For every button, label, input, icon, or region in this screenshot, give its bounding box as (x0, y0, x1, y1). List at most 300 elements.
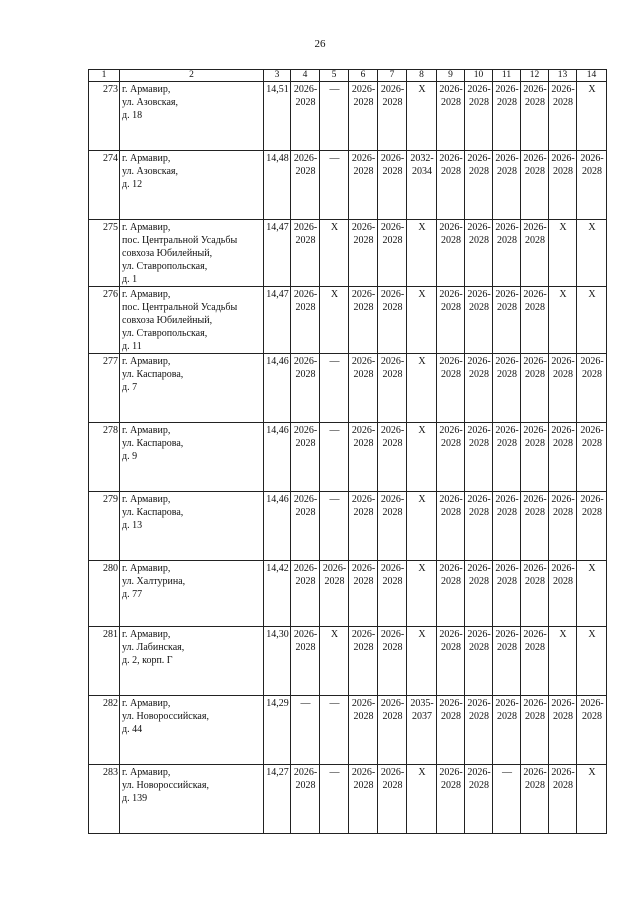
period-text: 2026- (467, 425, 491, 436)
period-cell (493, 423, 521, 492)
period-cell (437, 287, 465, 354)
address-line: г. Армавир, (122, 494, 171, 505)
period-text: 2028 (553, 166, 573, 177)
period-text: 2028 (295, 166, 316, 177)
address-line: ул. Лабинская, (122, 642, 185, 653)
period-text: 2026- (495, 153, 519, 164)
period-text: 2026- (351, 289, 376, 300)
period-text: 2026- (523, 494, 547, 505)
period-text: 2028 (441, 507, 461, 518)
period-text: 2026- (467, 289, 491, 300)
period-text: 2028 (382, 780, 403, 791)
period-cell (320, 220, 349, 287)
period-text: 2028 (497, 97, 517, 108)
address-line: г. Армавир, (122, 629, 171, 640)
period-text: 2028 (382, 576, 403, 587)
address-line: г. Армавир, (122, 153, 171, 164)
period-text: 2026- (580, 153, 604, 164)
period-text: 2026- (523, 767, 547, 778)
period-text: 2028 (497, 576, 517, 587)
row-number: 280 (89, 561, 120, 627)
address-line: ул. Халтурина, (122, 576, 186, 587)
row-number: 282 (89, 696, 120, 765)
period-text: 2026- (380, 222, 405, 233)
period-text: 2026- (380, 563, 405, 574)
period-text: 2026- (439, 767, 463, 778)
period-text: 2026- (439, 289, 463, 300)
value-cell: 14,47 (264, 220, 291, 287)
period-text: 2028 (441, 302, 461, 313)
period-text: 2028 (441, 369, 461, 380)
period-text: — (329, 356, 340, 367)
period-cell (320, 492, 349, 561)
period-cell (465, 627, 493, 696)
period-text: 2026- (351, 356, 376, 367)
period-text: 2028 (553, 369, 573, 380)
address-line: д. 1 (122, 274, 138, 285)
period-text: 2026- (523, 289, 547, 300)
column-header: 9 (437, 70, 465, 82)
period-text: 2028 (469, 642, 489, 653)
address-cell (120, 627, 264, 696)
period-text: 2026- (467, 698, 491, 709)
address-line: ул. Азовская, (122, 97, 179, 108)
period-text: X (418, 356, 426, 367)
period-cell (291, 765, 320, 834)
period-text: 2026- (351, 425, 376, 436)
period-cell (349, 492, 378, 561)
period-text: 2028 (525, 369, 545, 380)
period-text: 2028 (295, 438, 316, 449)
period-text: 2026- (495, 698, 519, 709)
value-cell: 14,46 (264, 492, 291, 561)
repair-schedule-table (88, 69, 607, 834)
row-number: 281 (89, 627, 120, 696)
period-text: 2026- (523, 563, 547, 574)
period-text: 2026- (439, 563, 463, 574)
period-cell (577, 354, 607, 423)
address-line: д. 13 (122, 520, 143, 531)
period-cell (407, 492, 437, 561)
period-text: X (588, 289, 596, 300)
period-cell (521, 220, 549, 287)
period-text: 2028 (525, 438, 545, 449)
period-text: 2028 (525, 642, 545, 653)
address-cell (120, 696, 264, 765)
period-text: 2026- (380, 356, 405, 367)
period-text: X (588, 767, 596, 778)
table-row (89, 423, 607, 492)
period-cell (349, 423, 378, 492)
period-text: X (418, 222, 426, 233)
period-text: 2028 (497, 711, 517, 722)
period-cell (577, 287, 607, 354)
period-cell (378, 492, 407, 561)
period-text: 2026- (439, 153, 463, 164)
period-text: 2028 (469, 576, 489, 587)
period-cell (465, 151, 493, 220)
address-line: ул. Каспарова, (122, 438, 184, 449)
period-text: 2028 (353, 369, 374, 380)
period-text: 2026- (293, 563, 318, 574)
period-text: 2026- (495, 494, 519, 505)
period-text: 2026- (467, 153, 491, 164)
period-text: 2026- (293, 629, 318, 640)
period-cell (320, 765, 349, 834)
period-text: 2026- (523, 629, 547, 640)
period-text: X (588, 222, 596, 233)
period-text: 2026- (467, 84, 491, 95)
period-cell (320, 561, 349, 627)
period-cell (349, 82, 378, 151)
address-line: д. 12 (122, 179, 143, 190)
period-cell (378, 627, 407, 696)
period-cell (493, 82, 521, 151)
period-cell (378, 765, 407, 834)
period-text: X (330, 289, 339, 300)
period-text: 2026- (495, 84, 519, 95)
period-text: 2028 (497, 302, 517, 313)
period-cell (521, 492, 549, 561)
address-cell (120, 287, 264, 354)
period-cell (549, 220, 577, 287)
period-text: X (588, 563, 596, 574)
period-text: X (588, 629, 596, 640)
period-text: 2026- (293, 767, 318, 778)
row-number: 275 (89, 220, 120, 287)
period-cell (437, 492, 465, 561)
period-text: 2026- (551, 767, 575, 778)
period-cell (320, 287, 349, 354)
period-text: 2026- (293, 84, 318, 95)
period-cell (437, 82, 465, 151)
period-cell (349, 354, 378, 423)
period-cell (577, 696, 607, 765)
period-text: 2026- (495, 356, 519, 367)
period-cell (493, 492, 521, 561)
address-line: г. Армавир, (122, 767, 171, 778)
table-row (89, 492, 607, 561)
address-cell (120, 220, 264, 287)
period-cell (549, 627, 577, 696)
column-header: 3 (264, 70, 291, 82)
value-cell: 14,46 (264, 423, 291, 492)
period-text: 2026- (439, 356, 463, 367)
value-cell: 14,29 (264, 696, 291, 765)
period-cell (549, 561, 577, 627)
period-text: 2028 (382, 642, 403, 653)
period-cell (407, 627, 437, 696)
period-text: 2028 (295, 642, 316, 653)
period-text: 2026- (293, 153, 318, 164)
period-text: 2028 (469, 97, 489, 108)
period-text: 2028 (582, 166, 602, 177)
address-line: совхоза Юбилейный, (122, 315, 213, 326)
column-header: 14 (577, 70, 607, 82)
period-cell (320, 696, 349, 765)
period-text: 2026- (293, 425, 318, 436)
period-text: 2028 (441, 642, 461, 653)
period-text: 2028 (382, 166, 403, 177)
period-text: 2028 (525, 576, 545, 587)
period-cell (493, 354, 521, 423)
period-text: X (418, 425, 426, 436)
address-cell (120, 82, 264, 151)
period-text: 2026- (467, 767, 491, 778)
period-cell (465, 765, 493, 834)
period-text: 2028 (525, 166, 545, 177)
period-cell (349, 287, 378, 354)
address-line: д. 18 (122, 110, 143, 121)
table-body (89, 82, 607, 834)
address-line: ул. Азовская, (122, 166, 179, 177)
period-cell (549, 151, 577, 220)
period-cell (291, 287, 320, 354)
period-cell (521, 82, 549, 151)
period-text: 2026- (580, 356, 604, 367)
period-text: 2028 (497, 166, 517, 177)
period-cell (349, 151, 378, 220)
column-header: 6 (349, 70, 378, 82)
period-cell (493, 220, 521, 287)
period-cell (577, 627, 607, 696)
period-text: 2026- (523, 222, 547, 233)
period-cell (521, 627, 549, 696)
period-cell (465, 423, 493, 492)
period-text: X (559, 289, 567, 300)
address-line: ул. Ставропольская, (122, 261, 208, 272)
period-text: 2026- (322, 563, 347, 574)
period-text: — (329, 767, 340, 778)
period-text: 2028 (553, 780, 573, 791)
period-text: 2026- (523, 356, 547, 367)
page-number: 26 (314, 38, 326, 50)
period-cell (521, 287, 549, 354)
address-cell (120, 561, 264, 627)
row-number: 283 (89, 765, 120, 834)
period-cell (437, 627, 465, 696)
period-cell (465, 561, 493, 627)
period-text: 2026- (495, 425, 519, 436)
period-text: 2026- (551, 698, 575, 709)
period-cell (549, 423, 577, 492)
address-line: совхоза Юбилейный, (122, 248, 213, 259)
period-text: 2026- (351, 494, 376, 505)
column-header: 2 (120, 70, 264, 82)
period-text: 2028 (553, 507, 573, 518)
period-cell (291, 696, 320, 765)
period-cell (521, 151, 549, 220)
period-text: 2026- (467, 563, 491, 574)
period-text: 2026- (495, 563, 519, 574)
period-text: 2026- (523, 425, 547, 436)
period-cell (465, 82, 493, 151)
period-text: 2028 (525, 711, 545, 722)
period-text: 2028 (353, 642, 374, 653)
period-text: 2028 (525, 302, 545, 313)
period-text: 2026- (439, 84, 463, 95)
period-cell (437, 561, 465, 627)
period-cell (521, 765, 549, 834)
period-cell (291, 82, 320, 151)
period-cell (549, 696, 577, 765)
period-text: 2028 (469, 166, 489, 177)
period-cell (378, 696, 407, 765)
period-text: 2028 (469, 780, 489, 791)
period-text: 2028 (553, 576, 573, 587)
address-cell (120, 423, 264, 492)
period-text: 2026- (439, 629, 463, 640)
column-header: 7 (378, 70, 407, 82)
period-cell (378, 287, 407, 354)
period-cell (521, 354, 549, 423)
period-text: X (418, 84, 426, 95)
period-text: 2026- (439, 425, 463, 436)
period-text: 2028 (469, 369, 489, 380)
period-cell (407, 354, 437, 423)
period-cell (493, 765, 521, 834)
address-line: ул. Каспарова, (122, 507, 184, 518)
period-text: 2032- (410, 153, 434, 164)
period-text: 2028 (324, 576, 345, 587)
period-cell (437, 354, 465, 423)
period-text: 2028 (295, 576, 316, 587)
period-cell (291, 423, 320, 492)
period-text: 2028 (353, 711, 374, 722)
address-line: д. 44 (122, 724, 143, 735)
column-number-row (89, 70, 607, 82)
period-text: 2026- (439, 494, 463, 505)
period-text: 2026- (351, 222, 376, 233)
column-header: 12 (521, 70, 549, 82)
period-text: 2026- (380, 494, 405, 505)
period-cell (437, 696, 465, 765)
period-cell (577, 82, 607, 151)
period-text: 2026- (551, 84, 575, 95)
period-text: 2028 (295, 97, 316, 108)
period-text: 2028 (469, 302, 489, 313)
period-cell (349, 627, 378, 696)
period-text: X (588, 84, 596, 95)
period-text: 2026- (495, 289, 519, 300)
period-text: 2028 (441, 438, 461, 449)
row-number: 273 (89, 82, 120, 151)
address-line: д. 11 (122, 341, 142, 352)
value-cell: 14,27 (264, 765, 291, 834)
address-line: г. Армавир, (122, 222, 171, 233)
period-text: 2028 (441, 576, 461, 587)
period-text: 2028 (553, 97, 573, 108)
address-line: д. 77 (122, 589, 143, 600)
period-text: 2026- (580, 698, 604, 709)
period-text: 2028 (353, 780, 374, 791)
period-text: 2026- (467, 222, 491, 233)
period-text: 2026- (351, 629, 376, 640)
column-header: 8 (407, 70, 437, 82)
address-line: г. Армавир, (122, 84, 171, 95)
period-text: 2028 (353, 302, 374, 313)
period-cell (549, 765, 577, 834)
period-cell (437, 220, 465, 287)
period-text: — (502, 767, 512, 778)
period-text: 2026- (380, 153, 405, 164)
period-cell (549, 492, 577, 561)
row-number: 277 (89, 354, 120, 423)
period-text: 2028 (497, 235, 517, 246)
period-text: 2028 (497, 507, 517, 518)
period-cell (378, 354, 407, 423)
period-text: — (300, 698, 311, 709)
period-cell (349, 765, 378, 834)
period-text: 2026- (551, 356, 575, 367)
period-text: X (418, 767, 426, 778)
table-row (89, 82, 607, 151)
period-text: 2028 (582, 369, 602, 380)
address-line: д. 139 (122, 793, 148, 804)
period-cell (577, 492, 607, 561)
period-text: 2028 (353, 438, 374, 449)
period-text: 2028 (353, 507, 374, 518)
period-cell (320, 627, 349, 696)
period-cell (493, 561, 521, 627)
period-text: 2026- (467, 629, 491, 640)
period-text: 2026- (293, 356, 318, 367)
period-text: 2028 (382, 235, 403, 246)
period-cell (465, 492, 493, 561)
period-text: X (559, 629, 567, 640)
period-text: 2028 (525, 235, 545, 246)
table-row (89, 354, 607, 423)
period-text: 2028 (441, 235, 461, 246)
table-row (89, 627, 607, 696)
period-text: 2026- (351, 563, 376, 574)
period-text: — (329, 425, 340, 436)
period-cell (320, 82, 349, 151)
period-cell (349, 220, 378, 287)
address-line: ул. Каспарова, (122, 369, 184, 380)
period-text: 2026- (351, 153, 376, 164)
value-cell: 14,46 (264, 354, 291, 423)
period-cell (378, 220, 407, 287)
period-text: X (418, 563, 426, 574)
period-cell (378, 82, 407, 151)
period-text: 2028 (382, 438, 403, 449)
period-text: 2026- (551, 153, 575, 164)
period-text: 2026- (580, 425, 604, 436)
period-text: 2028 (553, 438, 573, 449)
address-cell (120, 151, 264, 220)
period-text: 2026- (551, 425, 575, 436)
period-text: 2028 (353, 166, 374, 177)
period-cell (407, 423, 437, 492)
period-text: 2026- (467, 356, 491, 367)
period-text: 2028 (525, 97, 545, 108)
period-text: 2028 (382, 711, 403, 722)
period-text: 2028 (353, 97, 374, 108)
table-row (89, 561, 607, 627)
address-cell (120, 765, 264, 834)
period-cell (549, 287, 577, 354)
period-text: 2028 (382, 302, 403, 313)
period-text: 2028 (382, 507, 403, 518)
period-text: 2026- (467, 494, 491, 505)
period-cell (465, 354, 493, 423)
period-cell (465, 287, 493, 354)
value-cell: 14,51 (264, 82, 291, 151)
period-text: 2026- (380, 629, 405, 640)
period-text: — (329, 153, 340, 164)
period-text: 2026- (523, 698, 547, 709)
